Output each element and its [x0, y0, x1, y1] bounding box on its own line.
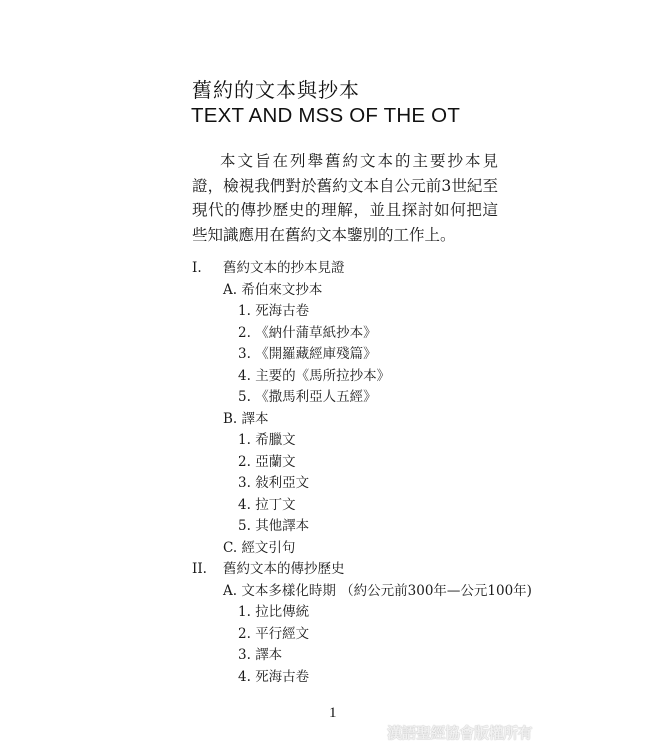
title-english: TEXT AND MSS OF THE OT	[191, 104, 461, 127]
outline-item	[238, 496, 296, 514]
outline-text: 舊約文本的抄本見證	[223, 260, 345, 276]
outline-text: 拉丁文	[255, 496, 296, 513]
copyright-watermark: 漢語聖經協會版權所有	[387, 724, 533, 742]
outline-item	[223, 410, 269, 428]
outline-number: C.	[223, 539, 238, 556]
outline-text: 平行經文	[255, 625, 310, 642]
outline-item	[238, 474, 309, 492]
outline-text: 死海古卷	[255, 668, 310, 685]
outline-number: 4.	[238, 668, 251, 685]
outline-item	[223, 539, 295, 557]
outline-text: 亞蘭文	[255, 453, 296, 470]
outline-text: 《納什蒲草紙抄本》	[255, 324, 377, 341]
title-chinese: 舊約的文本與抄本	[192, 78, 360, 102]
outline-text: 其他譯本	[255, 518, 310, 534]
outline-number: 2.	[238, 453, 251, 470]
outline-item	[223, 582, 532, 600]
outline-number: 3.	[238, 475, 251, 491]
outline-number: 5.	[238, 518, 251, 534]
outline-text: 希伯來文抄本	[241, 281, 323, 298]
outline-text: 文本多樣化時期 （約公元前300年—公元100年)	[241, 582, 532, 599]
outline-text: 經文引句	[241, 539, 296, 556]
outline-text: 譯本	[255, 647, 283, 663]
outline-text: 譯本	[241, 410, 269, 427]
outline-number: 5.	[238, 389, 251, 405]
outline-item	[223, 281, 322, 299]
outline-item	[238, 367, 390, 385]
outline-number: 2.	[238, 324, 251, 341]
outline-text: 拉比傳統	[255, 604, 310, 620]
outline-number: 4.	[238, 367, 251, 384]
outline-item	[238, 603, 309, 621]
outline-number: 3.	[238, 346, 251, 362]
outline-item	[238, 345, 377, 363]
outline-item	[238, 324, 377, 342]
outline-item	[238, 388, 377, 406]
outline-text: 《撒馬利亞人五經》	[255, 389, 377, 405]
outline-item	[238, 646, 282, 664]
abstract-paragraph: 本文旨在列舉舊約文本的主要抄本見證，檢視我們對於舊約文本自公元前3世紀至現代的傳抄歷史的理解，並且探討如何把這些知識應用在舊約文本鑒別的工作上。	[192, 152, 498, 244]
outline-number: 4.	[238, 496, 251, 513]
outline-number: II.	[192, 561, 207, 577]
outline-number: 3.	[238, 647, 251, 663]
outline-number: 2.	[238, 625, 251, 642]
outline-text: 《開羅藏經庫殘篇》	[255, 346, 377, 362]
outline-item	[238, 517, 309, 535]
outline-number: A.	[223, 582, 238, 599]
outline-text: 舊約文本的傳抄歷史	[223, 561, 345, 577]
outline-item	[238, 625, 309, 643]
page-number: 1	[329, 705, 337, 721]
outline-number: 1.	[238, 303, 251, 319]
outline-text: 主要的《馬所拉抄本》	[255, 367, 391, 384]
outline-number: I.	[192, 260, 202, 276]
outline-number: A.	[223, 281, 238, 298]
outline-number: 1.	[238, 604, 251, 620]
outline-text: 死海古卷	[255, 303, 310, 319]
outline-text: 希臘文	[255, 432, 296, 448]
outline-number: B.	[223, 410, 238, 427]
outline-item	[238, 302, 309, 320]
outline-item	[238, 668, 309, 686]
outline-item	[238, 453, 296, 471]
outline-text: 敍利亞文	[255, 475, 310, 491]
outline-number: 1.	[238, 432, 251, 448]
outline-item	[238, 431, 296, 449]
